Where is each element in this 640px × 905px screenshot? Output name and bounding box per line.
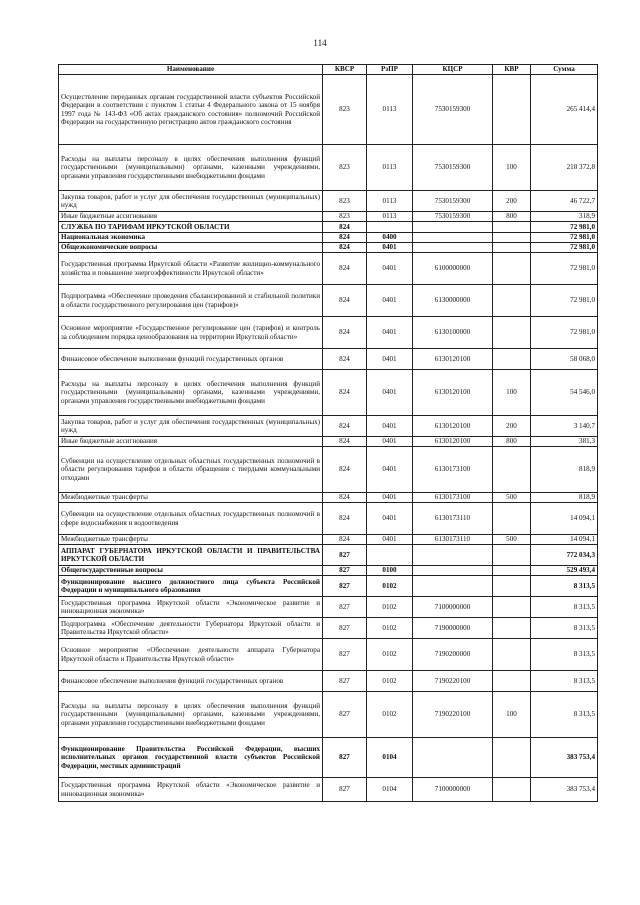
row-rzpr: 0113 [367,145,413,191]
table-row [59,493,598,503]
row-sum: 72 981,0 [531,222,598,233]
table-row [59,597,598,618]
row-sum: 72 981,0 [531,253,598,285]
row-kvsr: 824 [323,416,367,437]
table-row [59,233,598,243]
row-kvr [493,243,531,253]
row-kcsr [413,243,493,253]
row-kcsr: 6130120100 [413,416,493,437]
table-row [59,738,598,778]
table-row [59,576,598,597]
row-kcsr: 6130173100 [413,493,493,503]
row-sum: 8 313,5 [531,671,598,692]
row-sum: 8 313,5 [531,618,598,639]
row-rzpr [367,222,413,233]
row-name: АППАРАТ ГУБЕРНАТОРА ИРКУТСКОЙ ОБЛАСТИ И ПРАВИТЕЛЬСТВА ИРКУТСКОЙ ОБЛАСТИ [59,545,323,566]
row-kcsr [413,566,493,576]
row-rzpr: 0102 [367,597,413,618]
row-kvr: 800 [493,437,531,447]
table-row [59,243,598,253]
table-row [59,671,598,692]
table-row [59,639,598,671]
row-rzpr: 0102 [367,692,413,738]
row-sum: 383 753,4 [531,738,598,778]
row-kvr: 200 [493,191,531,212]
row-rzpr: 0113 [367,75,413,145]
table-row [59,145,598,191]
row-rzpr: 0104 [367,778,413,802]
row-kcsr: 7100000000 [413,597,493,618]
row-name: Основное мероприятие «Государственное регулирование цен (тарифов) и контроль за соблюдением порядка ценообразования на территории Иркутской области» [59,317,323,349]
row-rzpr: 0401 [367,253,413,285]
row-name: Государственная программа Иркутской области «Экономическое развитие и инновационная экономика» [59,597,323,618]
row-rzpr: 0102 [367,639,413,671]
row-kvsr: 823 [323,75,367,145]
table-header-row [59,65,598,75]
row-name: Общегосударственные вопросы [59,566,323,576]
row-kvr [493,349,531,370]
row-name: Субвенции на осуществление отдельных областных государственных полномочий в области регулирования тарифов в области обращения с твердыми коммунальными отходами [59,447,323,493]
row-kvr [493,317,531,349]
table-row [59,545,598,566]
row-kvr [493,503,531,535]
row-kvr [493,639,531,671]
table-row [59,317,598,349]
row-kvr [493,545,531,566]
row-rzpr: 0113 [367,212,413,222]
header-kvsr: КВСР [323,65,367,75]
row-rzpr: 0401 [367,437,413,447]
row-name: Финансовое обеспечение выполнения функций государственных органов [59,349,323,370]
row-kvsr: 824 [323,233,367,243]
row-kvr: 500 [493,493,531,503]
row-sum: 8 313,5 [531,692,598,738]
table-row [59,437,598,447]
row-kcsr: 7530159300 [413,191,493,212]
row-kvsr: 827 [323,566,367,576]
row-kvsr: 823 [323,145,367,191]
row-kcsr: 6130000000 [413,285,493,317]
table-row [59,222,598,233]
row-kvsr: 824 [323,253,367,285]
row-kvsr: 824 [323,437,367,447]
table-row [59,75,598,145]
row-rzpr: 0102 [367,618,413,639]
table-row [59,285,598,317]
row-sum: 8 313,5 [531,597,598,618]
row-kcsr: 6130120100 [413,349,493,370]
row-kcsr: 6130173110 [413,535,493,545]
table-row [59,535,598,545]
row-rzpr: 0102 [367,671,413,692]
row-kvsr: 827 [323,692,367,738]
row-kvr: 100 [493,692,531,738]
row-kvsr: 824 [323,493,367,503]
row-rzpr [367,545,413,566]
row-kvr [493,738,531,778]
row-sum: 8 313,5 [531,576,598,597]
row-name: Функционирование высшего должностного лица субъекта Российской Федерации и муниципального образования [59,576,323,597]
row-kvr: 200 [493,416,531,437]
row-name: Расходы на выплаты персоналу в целях обеспечения выполнения функций государственными (муниципальными) органами, казенными учреждениями, органами управления государственными внебюджетными фондами [59,145,323,191]
table-row [59,692,598,738]
row-name: Закупка товаров, работ и услуг для обеспечения государственных (муниципальных) нужд [59,191,323,212]
row-kvr [493,447,531,493]
table-row [59,778,598,802]
row-sum: 218 372,8 [531,145,598,191]
row-sum: 72 981,0 [531,233,598,243]
row-kvsr: 823 [323,191,367,212]
row-kvr [493,566,531,576]
row-kvsr: 824 [323,285,367,317]
row-kcsr: 7100000000 [413,778,493,802]
page-number: 114 [313,38,327,48]
row-kvsr: 827 [323,671,367,692]
row-kvr [493,618,531,639]
row-name: Подпрограмма «Обеспечение проведения сбалансированной и стабильной политики в области государственного регулирования цен (тарифов)» [59,285,323,317]
header-sum: Сумма [531,65,598,75]
row-kcsr: 7190200000 [413,639,493,671]
header-kcsr: КЦСР [413,65,493,75]
row-kvsr: 827 [323,597,367,618]
row-kvsr: 824 [323,317,367,349]
header-kvr: КВР [493,65,531,75]
row-kvr [493,597,531,618]
row-sum: 72 981,0 [531,285,598,317]
row-name: Иные бюджетные ассигнования [59,437,323,447]
row-rzpr: 0401 [367,243,413,253]
header-rzpr: РзПР [367,65,413,75]
row-sum: 46 722,7 [531,191,598,212]
header-name: Наименование [59,65,323,75]
row-name: Финансовое обеспечение выполнения функций государственных органов [59,671,323,692]
row-sum: 54 546,0 [531,370,598,416]
table-row [59,349,598,370]
budget-table [58,64,598,802]
row-kvr [493,233,531,243]
row-sum: 58 068,0 [531,349,598,370]
row-kvr [493,253,531,285]
row-kvr [493,671,531,692]
row-sum: 318,9 [531,212,598,222]
table-row [59,503,598,535]
row-name: Государственная программа Иркутской области «Экономическое развитие и инновационная экономика» [59,778,323,802]
row-kvsr: 824 [323,503,367,535]
table-row [59,191,598,212]
row-kcsr: 6130173100 [413,447,493,493]
row-kvr: 100 [493,370,531,416]
row-name: Субвенции на осуществление отдельных областных государственных полномочий в сфере водоснабжения и водоотведения [59,503,323,535]
row-kvsr: 827 [323,618,367,639]
row-rzpr: 0102 [367,576,413,597]
row-kcsr [413,545,493,566]
row-kvsr: 827 [323,639,367,671]
row-kvsr: 824 [323,222,367,233]
row-kcsr [413,233,493,243]
row-kvsr: 824 [323,349,367,370]
row-name: Закупка товаров, работ и услуг для обеспечения государственных (муниципальных) нужд [59,416,323,437]
row-kvr: 500 [493,535,531,545]
row-sum: 383 753,4 [531,778,598,802]
row-kvsr: 823 [323,212,367,222]
row-rzpr: 0400 [367,233,413,243]
row-name: Расходы на выплаты персоналу в целях обеспечения выполнения функций государственными (муниципальными) органами, казенными учреждениями, органами управления государственными внебюджетными фондами [59,370,323,416]
row-kvr [493,285,531,317]
row-kcsr [413,738,493,778]
row-name: Осуществление переданных органам государственной власти субъектов Российской Федерации в соответствии с пунктом 1 статьи 4 Федерального закона от 15 ноября 1997 года № 143-ФЗ «Об актах гражданского состояния» полномочий Российской Федерации на государственную регистрацию актов гражданского состояния [59,75,323,145]
row-kcsr [413,222,493,233]
row-name: Основное мероприятие «Обеспечение деятельности аппарата Губернатора Иркутской области и Правительства Иркутской области» [59,639,323,671]
row-kcsr: 7530159300 [413,145,493,191]
row-sum: 72 981,0 [531,243,598,253]
row-name: Функционирование Правительства Российской Федерации, высших исполнительных органов государственной власти субъектов Российской Федерации, местных администраций [59,738,323,778]
row-kcsr: 6100000000 [413,253,493,285]
row-kcsr: 7190220100 [413,692,493,738]
table-row [59,212,598,222]
row-kvr [493,576,531,597]
row-kvr [493,778,531,802]
row-kvsr: 824 [323,447,367,493]
table-row [59,566,598,576]
row-name: Межбюджетные трансферты [59,493,323,503]
row-kcsr: 7530159300 [413,212,493,222]
row-rzpr: 0401 [367,535,413,545]
row-sum: 381,3 [531,437,598,447]
row-name: СЛУЖБА ПО ТАРИФАМ ИРКУТСКОЙ ОБЛАСТИ [59,222,323,233]
row-kcsr: 6130173110 [413,503,493,535]
row-rzpr: 0113 [367,191,413,212]
row-rzpr: 0104 [367,738,413,778]
row-kcsr [413,576,493,597]
row-sum: 529 493,4 [531,566,598,576]
row-sum: 14 094,1 [531,503,598,535]
table-body [59,75,598,802]
row-kvsr: 824 [323,243,367,253]
row-kvsr: 827 [323,545,367,566]
row-name: Подпрограмма «Обеспечение деятельности Губернатора Иркутской области и Правительства Иркутской области» [59,618,323,639]
row-kvsr: 824 [323,370,367,416]
row-name: Межбюджетные трансферты [59,535,323,545]
row-sum: 818,9 [531,447,598,493]
table-row [59,370,598,416]
table-row [59,416,598,437]
row-rzpr: 0401 [367,503,413,535]
row-kvr: 800 [493,212,531,222]
row-kvr [493,222,531,233]
row-kvsr: 827 [323,778,367,802]
table-row [59,618,598,639]
row-name: Иные бюджетные ассигнования [59,212,323,222]
row-kvsr: 827 [323,576,367,597]
row-sum: 265 414,4 [531,75,598,145]
table-row [59,447,598,493]
table-row [59,253,598,285]
row-name: Общеэкономические вопросы [59,243,323,253]
row-name: Государственная программа Иркутской области «Развитие жилищно-коммунального хозяйства и повышение энергоэффективности Иркутской области» [59,253,323,285]
row-rzpr: 0100 [367,566,413,576]
row-kcsr: 7530159300 [413,75,493,145]
row-sum: 14 094,1 [531,535,598,545]
row-sum: 3 140,7 [531,416,598,437]
row-kvsr: 827 [323,738,367,778]
row-rzpr: 0401 [367,416,413,437]
row-name: Национальная экономика [59,233,323,243]
row-kvr: 100 [493,145,531,191]
row-kcsr: 7190220100 [413,671,493,692]
row-kvsr: 824 [323,535,367,545]
row-kcsr: 6130120100 [413,437,493,447]
row-name: Расходы на выплаты персоналу в целях обеспечения выполнения функций государственными (муниципальными) органами, казенными учреждениями, органами управления государственными внебюджетными фондами [59,692,323,738]
row-sum: 8 313,5 [531,639,598,671]
row-rzpr: 0401 [367,447,413,493]
row-sum: 818,9 [531,493,598,503]
row-rzpr: 0401 [367,285,413,317]
row-rzpr: 0401 [367,493,413,503]
row-kvr [493,75,531,145]
row-sum: 772 034,3 [531,545,598,566]
row-rzpr: 0401 [367,317,413,349]
row-kcsr: 6130100000 [413,317,493,349]
row-kcsr: 7190000000 [413,618,493,639]
row-kcsr: 6130120100 [413,370,493,416]
row-rzpr: 0401 [367,349,413,370]
row-rzpr: 0401 [367,370,413,416]
row-sum: 72 981,0 [531,317,598,349]
